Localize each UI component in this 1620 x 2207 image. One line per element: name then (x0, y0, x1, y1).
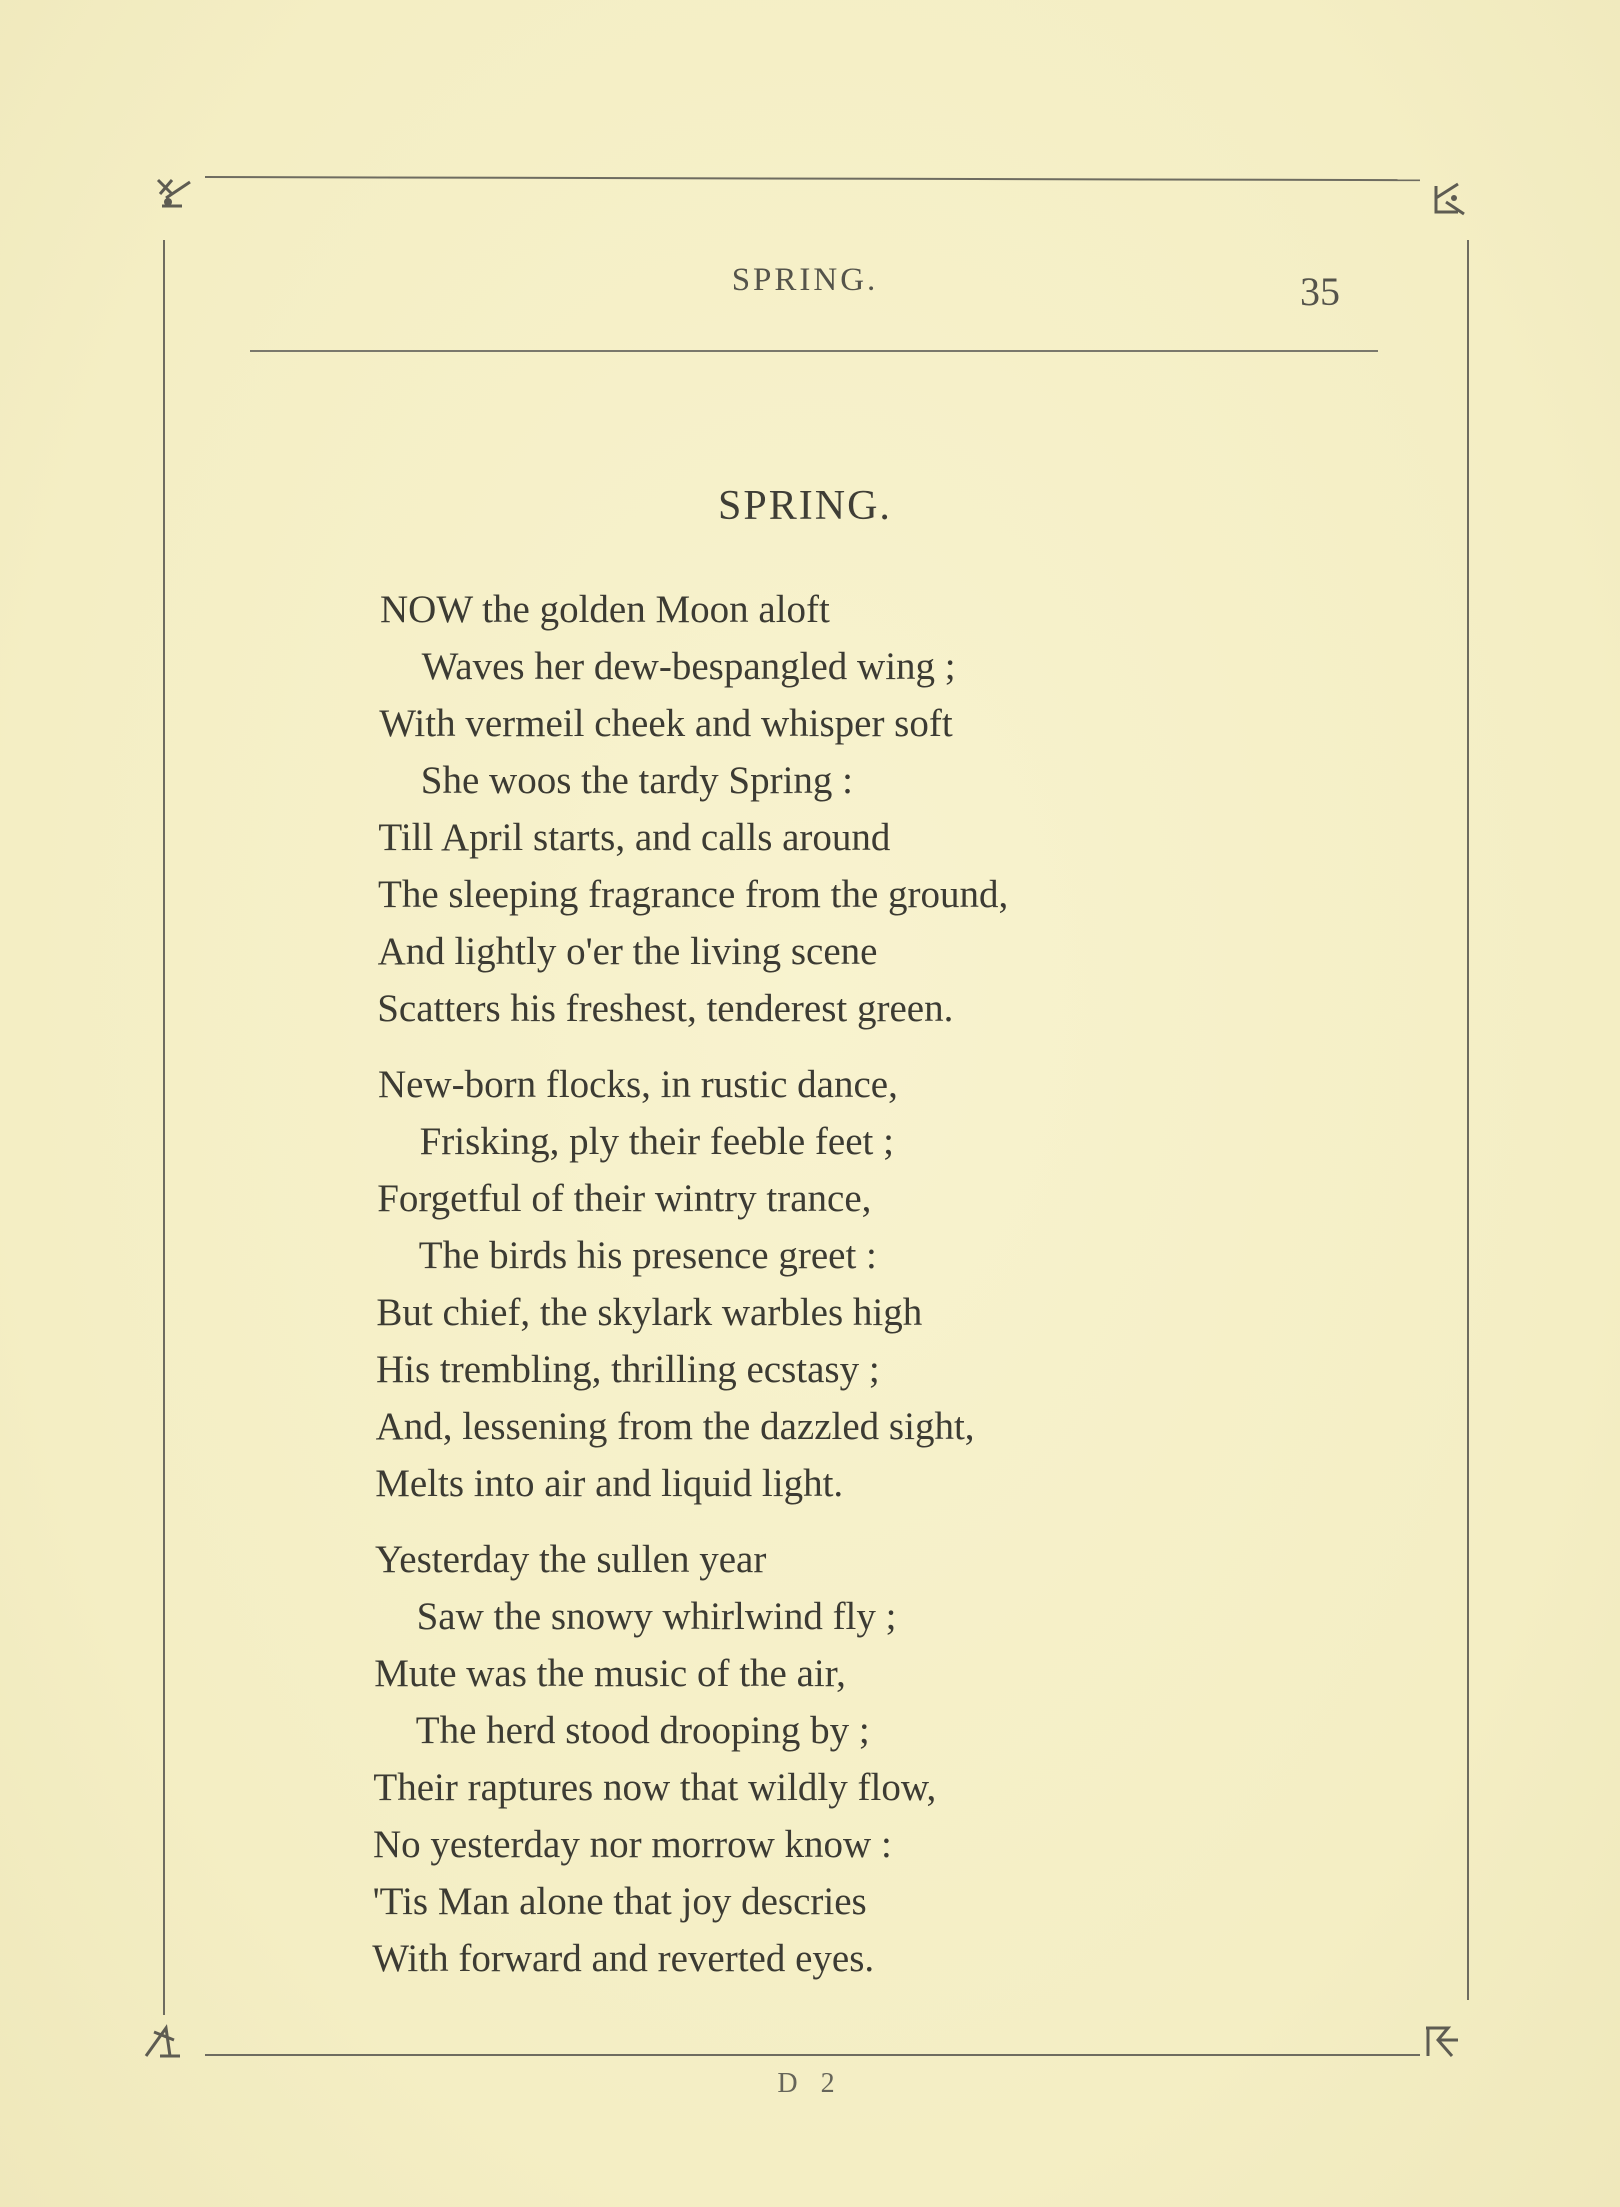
poem-line: NOW the golden Moon aloft (380, 588, 830, 631)
poem-line: Saw the snowy whirlwind fly ; (416, 1595, 897, 1638)
poem-line: And, lessening from the dazzled sight, (375, 1405, 975, 1448)
corner-ornament-icon (1418, 2018, 1462, 2062)
poem-line: She woos the tardy Spring : (420, 759, 854, 802)
poem-title: SPRING. (718, 483, 892, 529)
poem-line: Waves her dew-bespangled wing ; (421, 645, 956, 688)
corner-ornament-icon (1428, 178, 1472, 222)
poem-line: Till April starts, and calls around (378, 816, 891, 859)
poem-line: The birds his presence greet : (418, 1234, 877, 1277)
poem-line: Mute was the music of the air, (374, 1652, 846, 1695)
poem-line: Yesterday the sullen year (375, 1538, 767, 1581)
poem-line: And lightly o'er the living scene (377, 930, 878, 973)
poem-line: The herd stood drooping by ; (415, 1709, 870, 1752)
poem-line: Scatters his freshest, tenderest green. (377, 987, 954, 1030)
poem-line: No yesterday nor morrow know : (373, 1823, 892, 1866)
corner-ornament-icon (152, 172, 196, 216)
poem-line: But chief, the skylark warbles high (376, 1291, 923, 1334)
poem-line: With forward and reverted eyes. (372, 1937, 875, 1980)
poem-line: New-born flocks, in rustic dance, (378, 1063, 898, 1106)
page-number: 35 (1300, 269, 1340, 314)
running-head: SPRING. (731, 262, 879, 298)
poem-line: Forgetful of their wintry trance, (377, 1177, 872, 1220)
poem-line: His trembling, thrilling ecstasy ; (376, 1348, 880, 1391)
corner-ornament-icon (140, 2018, 184, 2062)
poem-line: Frisking, ply their feeble feet ; (419, 1120, 894, 1163)
frame-top-rule (205, 176, 1420, 181)
header-rule (250, 350, 1378, 352)
poem-line: With vermeil cheek and whisper soft (379, 702, 953, 745)
poem-line: The sleeping fragrance from the ground, (378, 873, 1009, 916)
signature-mark: D 2 (777, 2068, 843, 2099)
poem-line: Melts into air and liquid light. (375, 1462, 844, 1505)
poem-line: 'Tis Man alone that joy descries (372, 1880, 867, 1923)
poem-line: Their raptures now that wildly flow, (373, 1766, 937, 1809)
frame-bottom-rule (205, 2054, 1420, 2056)
